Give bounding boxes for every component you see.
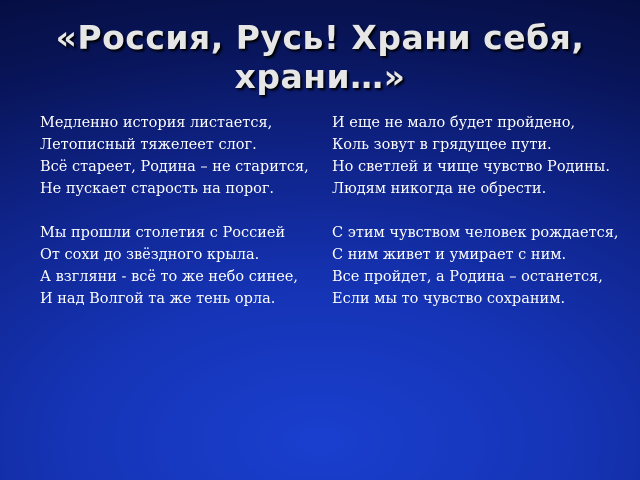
left-poem-column	[40, 114, 312, 312]
poem-line: Коль зовут в грядущее пути.	[332, 137, 552, 153]
stanza-gap	[332, 202, 622, 224]
poem-line: Медленно история листается,	[40, 115, 273, 131]
poem-line: От сохи до звёздного крыла.	[40, 247, 260, 263]
left-stanza-2	[40, 224, 312, 308]
poem-line: Мы прошли столетия с Россией	[40, 225, 286, 241]
poem-line: Всё стареет, Родина – не старится,	[40, 159, 309, 175]
poem-line: Все пройдет, а Родина – останется,	[332, 269, 603, 285]
poem-line: Но светлей и чище чувство Родины.	[332, 159, 610, 175]
stanza-gap	[40, 202, 312, 224]
poem-line: Если мы то чувство сохраним.	[332, 291, 566, 307]
title-line-1: «Россия, Русь! Храни себя,	[55, 18, 585, 57]
slide-title	[20, 18, 620, 96]
poem-line: Не пускает старость на порог.	[40, 181, 275, 197]
poem-line: Людям никогда не обрести.	[332, 181, 547, 197]
poem-line: Летописный тяжелеет слог.	[40, 137, 257, 153]
poem-line: С ним живет и умирает с ним.	[332, 247, 567, 263]
right-stanza-2	[332, 224, 622, 308]
right-stanza-1	[332, 114, 622, 198]
left-stanza-1	[40, 114, 312, 198]
title-line-2: храни…»	[234, 57, 406, 96]
right-poem-column	[332, 114, 622, 312]
poem-line: И еще не мало будет пройдено,	[332, 115, 576, 131]
poem-line: А взгляни - всё то же небо синее,	[40, 269, 298, 285]
poem-line: И над Волгой та же тень орла.	[40, 291, 276, 307]
poem-line: С этим чувством человек рождается,	[332, 225, 619, 241]
